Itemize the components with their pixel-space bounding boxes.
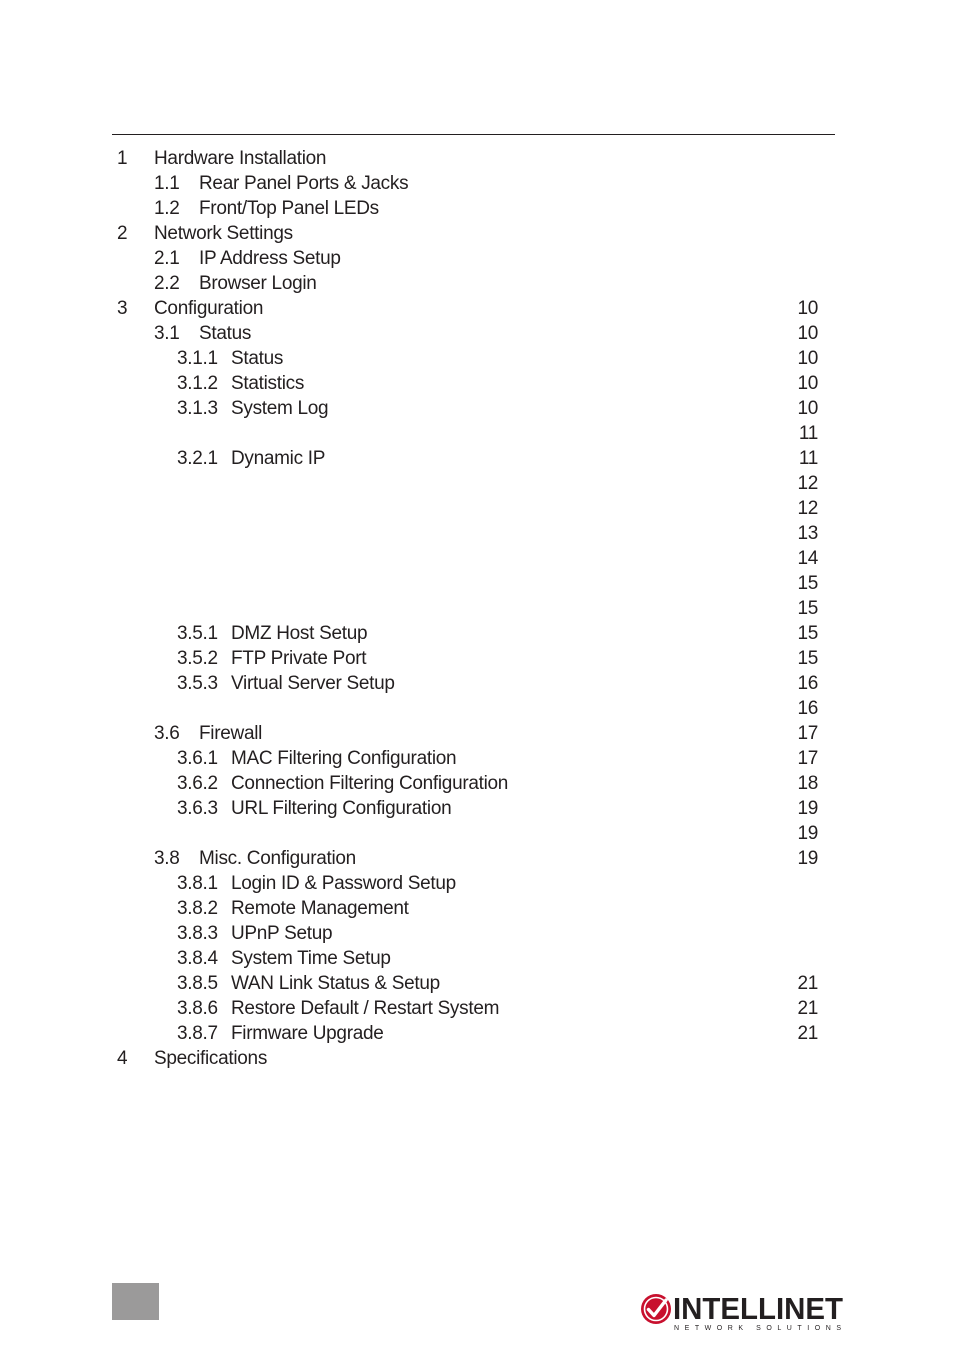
- toc-entry-number: 3.8.5: [177, 973, 218, 994]
- toc-entry[interactable]: [0, 246, 954, 271]
- page-number-tab: [112, 1283, 159, 1320]
- toc-entry-page: 16: [797, 698, 818, 719]
- toc-entry-number: 4: [117, 1048, 128, 1069]
- toc-entry-page: 15: [797, 598, 818, 619]
- toc-entry-title: Dynamic IP: [231, 448, 326, 469]
- toc-entry[interactable]: [0, 396, 954, 421]
- toc-entry-page: 19: [797, 798, 818, 819]
- toc-entry[interactable]: [0, 546, 954, 571]
- toc-entry-number: 3.5.3: [177, 673, 218, 694]
- toc-entry-title: Specifications: [154, 1048, 268, 1069]
- toc-entry-title: System Log: [231, 398, 329, 419]
- toc-entry-page: 19: [797, 848, 818, 869]
- toc-entry[interactable]: [0, 796, 954, 821]
- toc-entry-title: Status: [231, 348, 284, 369]
- toc-entry[interactable]: [0, 1046, 954, 1071]
- toc-entry-number: 2: [117, 223, 128, 244]
- logo-tagline: NETWORK SOLUTIONS: [674, 1325, 841, 1332]
- toc-entry[interactable]: [0, 696, 954, 721]
- toc-entry-title: Misc. Configuration: [199, 848, 356, 869]
- toc-entry[interactable]: [0, 146, 954, 171]
- toc-entry[interactable]: [0, 221, 954, 246]
- toc-entry-number: 3.6.2: [177, 773, 218, 794]
- toc-entry-title: Configuration: [154, 298, 264, 319]
- toc-entry-number: 3.8.3: [177, 923, 218, 944]
- toc-entry[interactable]: [0, 421, 954, 446]
- toc-entry-number: 2.1: [154, 248, 180, 269]
- toc-entry[interactable]: [0, 646, 954, 671]
- toc-entry-page: 10: [797, 298, 818, 319]
- toc-entry-title: Login ID & Password Setup: [231, 873, 456, 894]
- toc-entry[interactable]: [0, 971, 954, 996]
- toc-entry[interactable]: [0, 921, 954, 946]
- toc-entry-page: 21: [797, 998, 818, 1019]
- toc-entry[interactable]: [0, 446, 954, 471]
- toc-entry-page: 12: [797, 498, 818, 519]
- toc-entry-page: 19: [797, 823, 818, 844]
- toc-entry-number: 1: [117, 148, 128, 169]
- toc-entry-page: 14: [797, 548, 818, 569]
- toc-entry-title: URL Filtering Configuration: [231, 798, 452, 819]
- toc-entry[interactable]: [0, 821, 954, 846]
- toc-entry-number: 3.2.1: [177, 448, 218, 469]
- toc-entry-page: 17: [797, 723, 818, 744]
- toc-entry-page: 10: [797, 398, 818, 419]
- toc-entry-page: 16: [797, 673, 818, 694]
- toc-entry-title: Connection Filtering Configuration: [231, 773, 509, 794]
- toc-entry-title: Front/Top Panel LEDs: [199, 198, 379, 219]
- toc-entry-title: Firmware Upgrade: [231, 1023, 384, 1044]
- toc-entry-title: FTP Private Port: [231, 648, 367, 669]
- toc-entry-number: 3.6: [154, 723, 180, 744]
- toc-entry-page: 15: [797, 648, 818, 669]
- toc-entry[interactable]: [0, 496, 954, 521]
- toc-entry-title: Hardware Installation: [154, 148, 327, 169]
- logo-wordmark: INTELLINET: [673, 1291, 844, 1326]
- toc-entry-number: 3.8: [154, 848, 180, 869]
- toc-entry-number: 3.1: [154, 323, 180, 344]
- toc-entry-page: 17: [797, 748, 818, 769]
- toc-entry-number: 3.8.6: [177, 998, 218, 1019]
- toc-entry[interactable]: [0, 1021, 954, 1046]
- toc-entry[interactable]: [0, 846, 954, 871]
- toc-entry-title: Virtual Server Setup: [231, 673, 395, 694]
- toc-entry[interactable]: [0, 296, 954, 321]
- toc-entry-page: 10: [797, 373, 818, 394]
- toc-entry[interactable]: [0, 521, 954, 546]
- toc-entry-title: Status: [199, 323, 252, 344]
- toc-entry[interactable]: [0, 721, 954, 746]
- table-of-contents: [0, 146, 954, 1071]
- toc-entry-page: 15: [797, 573, 818, 594]
- toc-entry-title: Firewall: [199, 723, 263, 744]
- checkmark-badge-icon: [641, 1294, 671, 1324]
- toc-entry[interactable]: [0, 321, 954, 346]
- toc-entry-title: Network Settings: [154, 223, 293, 244]
- toc-entry-page: 12: [797, 473, 818, 494]
- toc-entry-title: UPnP Setup: [231, 923, 333, 944]
- toc-entry[interactable]: [0, 271, 954, 296]
- toc-entry-number: 3.8.4: [177, 948, 218, 969]
- toc-entry-page: 11: [798, 423, 818, 444]
- toc-entry-number: 3.1.1: [177, 348, 218, 369]
- toc-entry-number: 3.1.3: [177, 398, 218, 419]
- toc-entry-title: Browser Login: [199, 273, 317, 294]
- toc-entry-number: 1.2: [154, 198, 180, 219]
- toc-entry[interactable]: [0, 896, 954, 921]
- toc-entry[interactable]: [0, 371, 954, 396]
- toc-entry-number: 3.5.1: [177, 623, 218, 644]
- toc-entry-page: 10: [797, 323, 818, 344]
- toc-entry-number: 3.5.2: [177, 648, 218, 669]
- toc-entry-page: 11: [798, 448, 818, 469]
- toc-entry[interactable]: [0, 196, 954, 221]
- toc-entry-number: 3.8.1: [177, 873, 218, 894]
- toc-entry[interactable]: [0, 671, 954, 696]
- toc-entry[interactable]: [0, 746, 954, 771]
- toc-entry[interactable]: [0, 471, 954, 496]
- toc-entry-page: 21: [797, 973, 818, 994]
- toc-entry-number: 3.6.3: [177, 798, 218, 819]
- toc-entry-title: Restore Default / Restart System: [231, 998, 500, 1019]
- toc-entry-page: 10: [797, 348, 818, 369]
- toc-entry-title: DMZ Host Setup: [231, 623, 368, 644]
- toc-entry-number: 3.6.1: [177, 748, 218, 769]
- toc-entry-page: 15: [797, 623, 818, 644]
- toc-entry[interactable]: [0, 771, 954, 796]
- toc-entry-title: Statistics: [231, 373, 305, 394]
- toc-entry-number: 3.1.2: [177, 373, 218, 394]
- toc-entry[interactable]: [0, 946, 954, 971]
- toc-entry-number: 3.8.2: [177, 898, 218, 919]
- top-rule: [112, 134, 835, 135]
- toc-entry-number: 3: [117, 298, 128, 319]
- toc-entry[interactable]: [0, 171, 954, 196]
- toc-entry[interactable]: [0, 996, 954, 1021]
- toc-entry[interactable]: [0, 346, 954, 371]
- toc-entry[interactable]: [0, 571, 954, 596]
- toc-entry-page: 18: [797, 773, 818, 794]
- toc-entry[interactable]: [0, 621, 954, 646]
- toc-entry-title: Remote Management: [231, 898, 409, 919]
- toc-entry-title: WAN Link Status & Setup: [231, 973, 440, 994]
- toc-entry-number: 1.1: [154, 173, 180, 194]
- toc-entry[interactable]: [0, 596, 954, 621]
- intellinet-logo: [640, 1290, 845, 1332]
- toc-entry[interactable]: [0, 871, 954, 896]
- toc-entry-number: 3.8.7: [177, 1023, 218, 1044]
- toc-entry-page: 21: [797, 1023, 818, 1044]
- toc-entry-title: MAC Filtering Configuration: [231, 748, 457, 769]
- toc-entry-title: Rear Panel Ports & Jacks: [199, 173, 409, 194]
- toc-entry-title: System Time Setup: [231, 948, 391, 969]
- toc-entry-title: IP Address Setup: [199, 248, 341, 269]
- toc-entry-page: 13: [797, 523, 818, 544]
- toc-entry-number: 2.2: [154, 273, 180, 294]
